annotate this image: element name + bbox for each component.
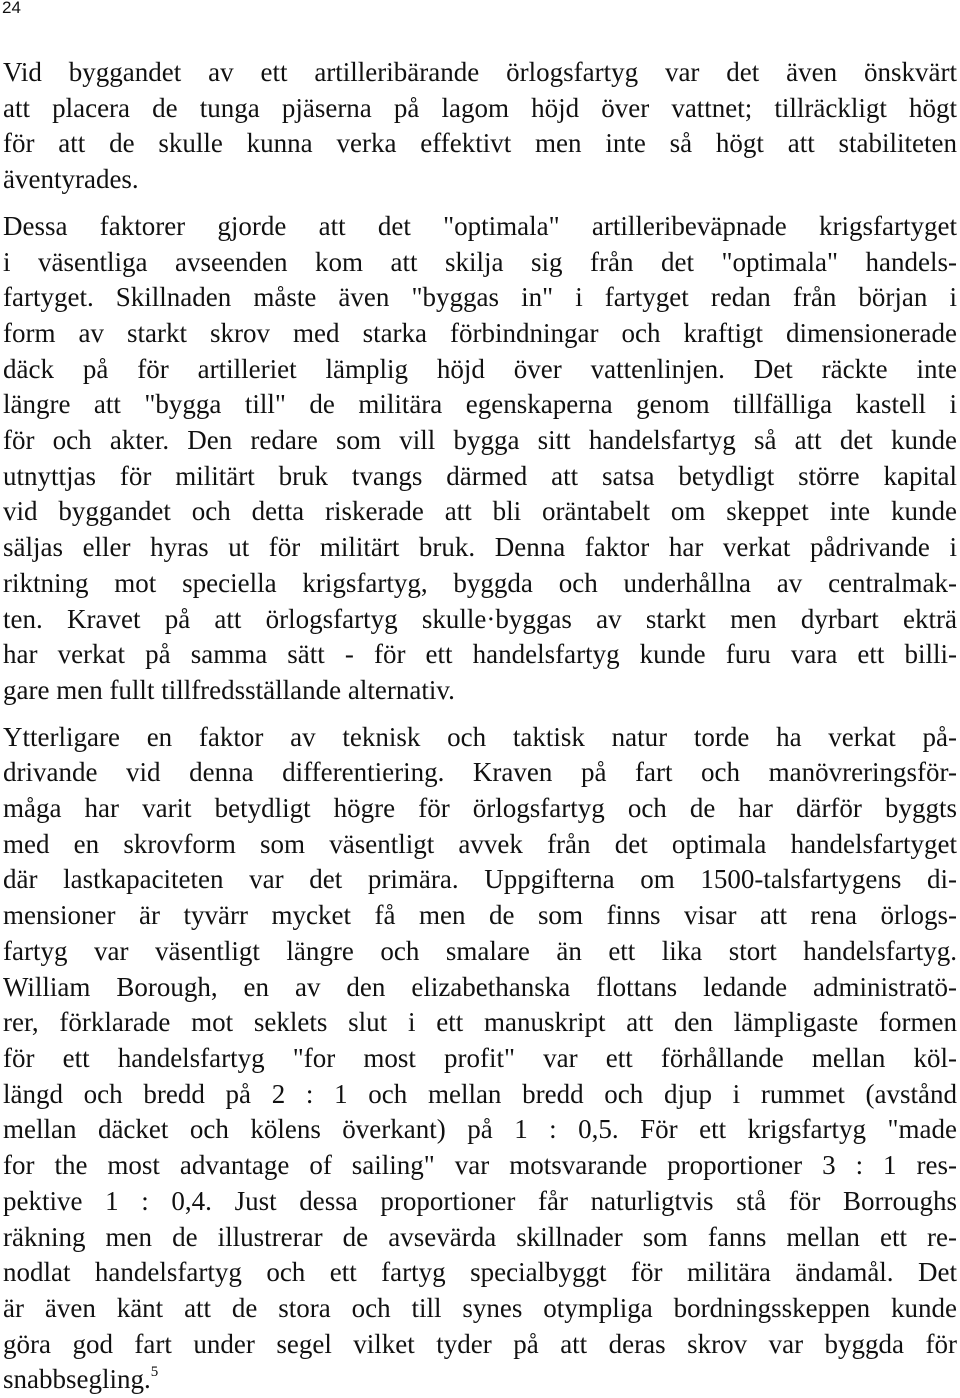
text-line	[3, 637, 957, 673]
text-line-content: mensioner är tyvärr mycket få men de som finns visar att rena örlogs-	[3, 900, 957, 931]
text-line	[3, 1148, 957, 1184]
text-line-content: Vid byggandet av ett artilleribärande örlogsfartyg var det även önskvärt	[3, 57, 957, 87]
text-line-content: ten. Kravet på att örlogsfartyg skulle·byggas av starkt men dyrbart ekträ	[3, 603, 957, 634]
text-line	[3, 530, 957, 566]
text-line	[3, 1255, 957, 1291]
text-line	[3, 423, 957, 459]
text-line	[3, 494, 957, 530]
text-line-content: för och akter. Den redare som vill bygga sitt handelsfartyg så att det kunde	[3, 425, 957, 456]
text-line	[3, 934, 957, 970]
text-line	[3, 1005, 957, 1041]
text-line	[3, 91, 957, 127]
text-line-content: måga har varit betydligt högre för örlogsfartyg och de har därför byggts	[3, 793, 957, 824]
text-line	[3, 1220, 957, 1256]
text-line-content: däck på för artilleriet lämplig höjd över vattenlinjen. Det räckte inte	[3, 353, 957, 384]
text-line-content: göra god fart under segel vilket tyder på att deras skrov var byggda för	[3, 1328, 957, 1359]
text-line-content: riktning mot speciella krigsfartyg, byggda och underhållna av centralmak-	[3, 567, 957, 598]
text-line	[3, 970, 957, 1006]
paragraph	[3, 209, 957, 709]
paragraph	[3, 720, 957, 1398]
text-line-content: äventyrades.	[3, 164, 139, 195]
text-line-content: Ytterligare en faktor av teknisk och taktisk natur torde ha verkat på-	[3, 721, 957, 752]
text-line	[3, 316, 957, 352]
text-line-content: räkning men de illustrerar de avsevärda skillnader som fanns mellan ett re-	[3, 1221, 957, 1252]
text-line	[3, 791, 957, 827]
text-line-content: för att de skulle kunna verka effektivt men inte så högt att stabiliteten	[3, 128, 957, 159]
text-line-content: säljas eller hyras ut för militärt bruk. Denna faktor har verkat pådrivande i	[3, 532, 957, 563]
text-line	[3, 1291, 957, 1327]
text-line-content: pektive 1 : 0,4. Just dessa proportioner får naturligtvis stå för Borroughs	[3, 1185, 957, 1216]
text-line-content: fartyget. Skillnaden måste även "byggas in" i fartyget redan från början i	[3, 282, 957, 313]
text-line-content: nodlat handelsfartyg och ett fartyg specialbyggt för militära ändamål. Det	[3, 1257, 957, 1288]
footnote-reference[interactable]: 5	[150, 1364, 159, 1381]
text-line-content: längre att "bygga till" de militära egenskaperna genom tillfälliga kastell i	[3, 389, 957, 420]
text-line	[3, 755, 957, 791]
text-line	[3, 126, 957, 162]
text-line-content: for the most advantage of sailing" var motsvarande proportioner 3 : 1 res-	[3, 1150, 957, 1181]
text-line	[3, 245, 957, 281]
text-line-content: i väsentliga avseenden kom att skilja sig från det "optimala" handels-	[3, 246, 957, 277]
text-line-content: att placera de tunga pjäserna på lagom höjd över vattnet; tillräckligt högt	[3, 92, 957, 123]
text-line-content: mellan däcket och kölens överkant) på 1 : 0,5. För ett krigsfartyg "made	[3, 1114, 957, 1145]
text-line	[3, 1041, 957, 1077]
text-line	[3, 280, 957, 316]
text-line-content: William Borough, en av den elizabethanska flottans ledande administratö-	[3, 971, 957, 1002]
text-line-content: har verkat på samma sätt - för ett handelsfartyg kunde furu vara ett billi-	[3, 639, 957, 670]
text-line-content: drivande vid denna differentiering. Kraven på fart och manövreringsför-	[3, 757, 957, 788]
text-line-content: Dessa faktorer gjorde att det "optimala" artilleribeväpnade krigsfartyget	[3, 210, 957, 241]
text-line	[3, 673, 957, 709]
text-line-content: för ett handelsfartyg "for most profit" var ett förhållande mellan köl-	[3, 1042, 957, 1073]
text-line-content: vid byggandet och detta riskerade att bli oräntabelt om skeppet inte kunde	[3, 496, 957, 527]
text-line	[3, 1362, 957, 1398]
paragraph	[3, 55, 957, 198]
text-line	[3, 387, 957, 423]
text-line-content: längd och bredd på 2 : 1 och mellan bredd och djup i rummet (avstånd	[3, 1078, 957, 1109]
text-line	[3, 209, 957, 245]
text-line-content: med en skrovform som väsentligt avvek från det optimala handelsfartyget	[3, 828, 957, 859]
text-line	[3, 1112, 957, 1148]
text-line-content: snabbsegling.	[3, 1364, 151, 1395]
text-line	[3, 566, 957, 602]
page-number: 24	[2, 0, 21, 17]
text-line	[3, 898, 957, 934]
text-line	[3, 459, 957, 495]
text-line	[3, 1184, 957, 1220]
text-line-content: är även känt att de stora och till synes otympliga bordningsskeppen kunde	[3, 1292, 957, 1323]
text-line-content: fartyg var väsentligt längre och smalare än ett lika stort handelsfartyg.	[3, 935, 957, 966]
text-line-content: där lastkapaciteten var det primära. Uppgifterna om 1500-talsfartygens di-	[3, 864, 957, 895]
text-line	[3, 720, 957, 756]
text-line	[3, 1327, 957, 1363]
text-line	[3, 55, 957, 91]
text-line	[3, 352, 957, 388]
text-line	[3, 162, 957, 198]
text-line-content: form av starkt skrov med starka förbindningar och kraftigt dimensionerade	[3, 317, 957, 348]
text-line	[3, 1077, 957, 1113]
body-text	[3, 55, 957, 1398]
text-line	[3, 602, 957, 638]
text-line	[3, 862, 957, 898]
text-line-content: rer, förklarade mot seklets slut i ett manuskript att den lämpligaste formen	[3, 1007, 957, 1038]
text-line	[3, 827, 957, 863]
text-line-content: utnyttjas för militärt bruk tvangs därmed att satsa betydligt större kapital	[3, 460, 957, 491]
text-line-content: gare men fullt tillfredsställande alternativ.	[3, 674, 455, 705]
